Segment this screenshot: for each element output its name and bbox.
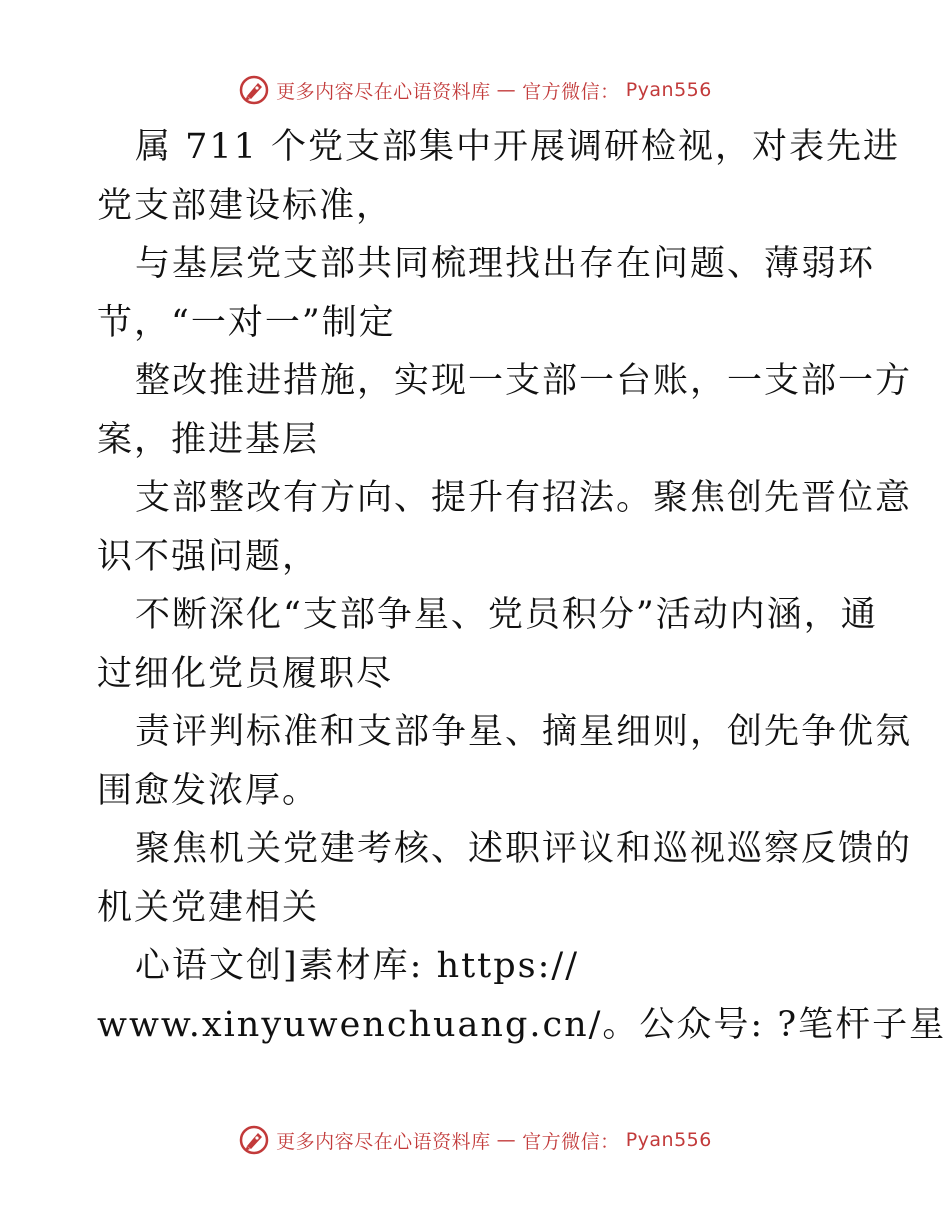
header-separator: — <box>496 79 517 101</box>
header-wechat-label: 官方微信： <box>522 80 620 103</box>
body-line: 不断深化“支部争星、党员积分”活动内涵，通 <box>135 595 878 635</box>
body-line: 机关党建相关 <box>97 887 320 928</box>
footer-site-text: 更多内容尽在心语资料库 <box>276 1130 491 1153</box>
page-header <box>0 70 950 110</box>
body-line: www.xinyuwenchuang.cn/。公众号: ?笔杆子星 <box>97 1004 947 1045</box>
header-wechat-id: Pyan556 <box>625 79 712 101</box>
body-line: 与基层党支部共同梳理找出存在问题、薄弱环 <box>135 244 876 284</box>
body-line: 属 711 个党支部集中开展调研检视，对表先进 <box>135 127 901 167</box>
pen-nib-logo-icon <box>238 1124 270 1156</box>
body-line: 识不强问题， <box>97 536 320 577</box>
body-line: 支部整改有方向、提升有招法。聚焦创先晋位意 <box>135 478 913 518</box>
body-line: 案，推进基层 <box>97 419 320 460</box>
page-footer <box>0 1120 950 1160</box>
body-line: 党支部建设标准， <box>97 185 394 226</box>
body-line: 围愈发浓厚。 <box>97 770 320 811</box>
header-banner <box>238 74 712 106</box>
header-site-text: 更多内容尽在心语资料库 <box>276 80 491 103</box>
document-body <box>97 118 947 1054</box>
body-line: 节，“一对一”制定 <box>97 302 396 343</box>
body-line: 心语文创]素材库: https:// <box>135 946 579 986</box>
footer-wechat-label: 官方微信： <box>522 1130 620 1153</box>
body-line: 过细化党员履职尽 <box>97 653 394 694</box>
pen-nib-logo-icon <box>238 74 270 106</box>
body-line: 聚焦机关党建考核、述职评议和巡视巡察反馈的 <box>135 829 913 869</box>
footer-banner <box>238 1124 712 1156</box>
footer-separator: — <box>496 1129 517 1151</box>
footer-wechat-id: Pyan556 <box>625 1129 712 1151</box>
body-line: 整改推进措施，实现一支部一台账，一支部一方 <box>135 361 913 401</box>
body-line: 责评判标准和支部争星、摘星细则，创先争优氛 <box>135 712 913 752</box>
